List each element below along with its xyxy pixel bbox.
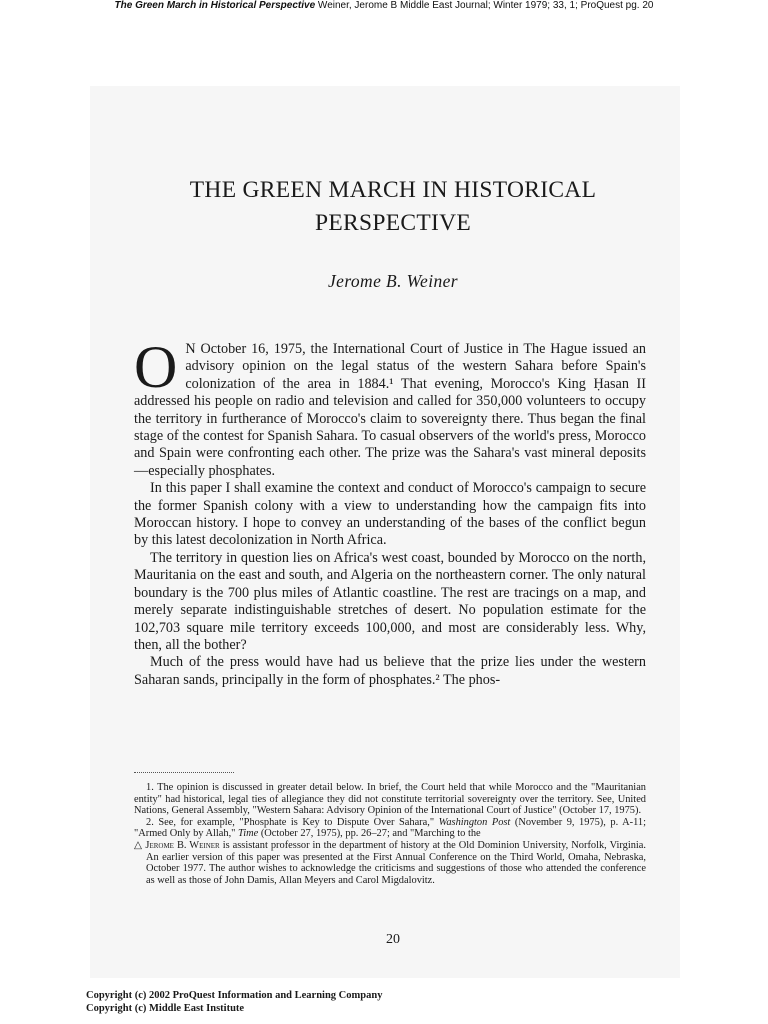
- author-bio-note: [134, 840, 646, 886]
- footnote-2-washington-post: Washington Post: [438, 816, 511, 828]
- citation-title: The Green March in Historical Perspective: [114, 0, 316, 11]
- citation-header: [0, 0, 768, 12]
- copyright-line-2: Copyright (c) Middle East Institute: [86, 1003, 245, 1014]
- article-title-line-2: PERSPECTIVE: [314, 210, 472, 236]
- drop-cap: O: [134, 334, 178, 400]
- paragraph-1: [134, 334, 646, 480]
- bio-author-name: Jerome B. Weiner: [145, 839, 220, 851]
- footnote-2-time: Time: [238, 828, 259, 840]
- article-title: [120, 174, 666, 240]
- bio-text: is assistant professor in the department of history at the Old Dominion University, Norfolk, Virginia. An earlier version of this paper was presented at the First Annual Conference on the Third World, Omaha, Nebraska, October 1977. The author wishes to acknowledge the criticisms and suggestions of those who attended the conference as well as those of John Damis, Allan Meyers and Carol Migdalovitz.: [146, 839, 647, 886]
- copyright-line-1: Copyright (c) 2002 ProQuest Information and Learning Company: [86, 990, 383, 1001]
- footnote-2: [134, 817, 646, 840]
- copyright-notice: [86, 989, 382, 1015]
- footnote-2-part-c: (October 27, 1975), pp. 26–27; and "Marching to the: [258, 828, 481, 840]
- footnotes: [134, 782, 646, 886]
- article-title-line-1: THE GREEN MARCH IN HISTORICAL: [189, 177, 597, 203]
- footnote-divider: [134, 772, 234, 773]
- footnote-2-part-b: (November 9, 1975), p. A-11; "Armed Only by Allah,": [134, 816, 647, 840]
- paragraph-3: The territory in question lies on Africa's west coast, bounded by Morocco on the north, Mauritania on the east and south, and Algeria on the northeastern corner. The only natural boundary is the 700 plus miles of Atlantic coastline. The rest are tracings on a map, and merely separate indistinguishable stretches of desert. No population estimate for the 102,703 square mile territory exceeds 100,000, and most are considerably less. Why, then, all the bother?: [134, 549, 646, 653]
- citation-details: Weiner, Jerome B Middle East Journal; Winter 1979; 33, 1; ProQuest pg. 20: [315, 0, 654, 11]
- footnote-2-part-a: 2. See, for example, "Phosphate is Key to Dispute Over Sahara,": [146, 816, 439, 828]
- footnote-1: 1. The opinion is discussed in greater detail below. In brief, the Court held that while Morocco and the "Mauritanian entity" had historical, legal ties of allegiance they did not constitute territorial sovereignty over the territory. See, United Nations, General Assembly, "Western Sahara: Advisory Opinion of the International Court of Justice" (October 17, 1975).: [134, 782, 646, 817]
- article-author: Jerome B. Weiner: [328, 271, 458, 291]
- article-body: [134, 334, 646, 689]
- paragraph-1-text: N October 16, 1975, the International Court of Justice in The Hague issued an advisory opinion on the legal status of the western Sahara before Spain's colonization of the area in 1884.¹ That evening, Morocco's King Ḥasan II addressed his people on radio and television and called for 350,000 volunteers to occupy the territory in furtherance of Morocco's claim to sovereignty there. Thus began the final stage of the contest for Spanish Sahara. To casual observers of the world's press, Morocco and Spain were confronting each other. The prize was the Sahara's vast mineral deposits—especially phosphates.: [134, 341, 646, 479]
- bio-triangle-mark: △: [134, 839, 146, 851]
- page-number: 20: [386, 932, 400, 947]
- paragraph-4: Much of the press would have had us believe that the prize lies under the western Saharan sands, principally in the form of phosphates.² The phos-: [134, 654, 646, 688]
- paragraph-2: In this paper I shall examine the context and conduct of Morocco's campaign to secure the former Spanish colony with a view to understanding how the campaign fits into Moroccan history. I hope to convey an understanding of the bases of the conflict begun by this latest decolonization in North Africa.: [134, 480, 646, 549]
